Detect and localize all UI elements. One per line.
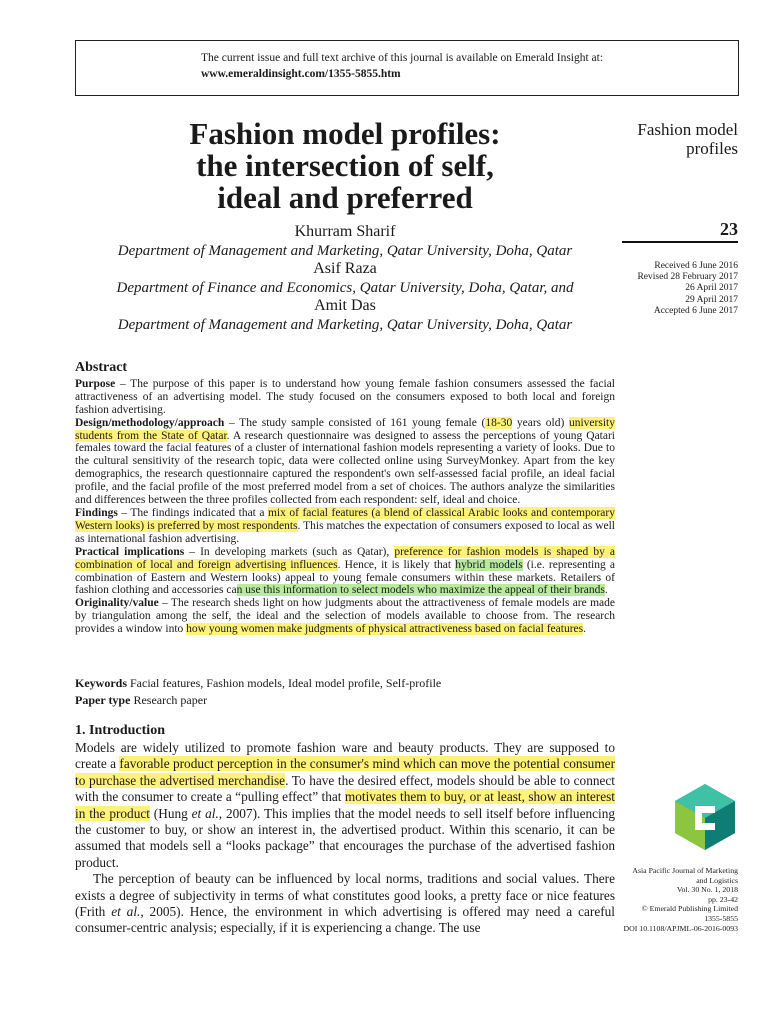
date-line: Accepted 6 June 2017 [653,305,738,316]
findings-text: – The findings indicated that a [117,506,268,519]
date-line: Revised 28 February 2017 [637,272,738,283]
date-line: 26 April 2017 [685,283,738,294]
green-highlight: n use this information to select models who maximize the appeal of their brands [236,584,605,597]
paper-type-label: Paper type [75,693,131,707]
doi-link[interactable]: DOI 10.1108/APJML-06-2016-0093 [623,923,738,933]
sidebar-divider [622,241,738,243]
highlight: university students from the State of Qatar [75,416,615,442]
practical-text: . [604,584,608,597]
paper-type [75,693,615,708]
keywords-text: Facial features, Fashion models, Ideal model profile, Self-profile [127,676,442,690]
highlight: motivates them to buy, or at least, show an interest in the product [75,789,615,821]
author-name: Amit Das [314,297,376,314]
highlight: favorable product perception in the consumer's mind which can move the potential consumer to purchase the advertised merchandise [75,756,615,788]
keywords-label: Keywords [75,676,127,690]
author-affiliation: Department of Management and Marketing, Qatar University, Doha, Qatar [117,242,573,259]
journal-info-line: and Logistics [696,875,738,885]
findings-text: . This matches the expectation of consumers exposed to local as well as international fashion advertising. [75,519,615,545]
design-text: . A research questionnaire was designed to assess the perceptions of young Qatari females toward the facial features of a cluster of international fashion models representing a variety of looks. Due to the cultural sensitivity of the research topic, data were collected online using SurveyMonkey. Apart from the key demographics, the research questionnaire captured the respondent's own self-assessed facial profile, an ideal facial profile, and the facial profile of the most preferred model from a set of choices. The authors analyze the similarities and differences between the three profiles collected from each respondent: self, ideal and choice. [75,429,615,507]
date-line: Received 6 June 2016 [654,261,738,271]
abstract-findings [75,507,615,546]
paper-type-text: Research paper [130,693,208,707]
archive-url-link[interactable]: www.emeraldinsight.com/1355-5855.htm [201,68,401,80]
journal-info-line: 1355-5855 [704,913,738,923]
title-line: ideal and preferred [217,180,473,215]
author-list [75,223,615,334]
journal-info-line: Vol. 30 No. 1, 2018 [676,885,738,895]
originality-label: Originality/value [75,597,159,610]
highlight: mix of facial features (a blend of classical Arabic looks and contemporary Western looks) is preferred by most respondents [75,506,615,532]
introduction-paragraph [75,740,615,871]
highlight: how young women make judgments of physical attractiveness based on facial features [186,623,584,636]
author-affiliation: Department of Finance and Economics, Qatar University, Doha, Qatar, and [116,279,574,296]
citation-etal: et al. [191,805,219,821]
originality-text: – The research sheds light on how judgments about the attractiveness of female models are made by triangulation among the self, the ideal and the selection of models available to choose from. The research provides a window into [75,597,615,636]
findings-label: Findings [75,506,118,519]
purpose-text: – The purpose of this paper is to understand how young female fashion consumers assessed the facial attractiveness of an advertising model. The study focused on the consumers exposed to both local and foreign fashion advertising. [75,377,615,416]
originality-text: . [583,623,586,636]
design-text: years old) [512,416,569,429]
citation-etal: et al. [111,904,141,920]
design-text: – The study sample consisted of 161 young female ( [224,416,486,429]
abstract-purpose [75,378,615,417]
journal-info-line: © Emerald Publishing Limited [641,904,738,914]
body-text: The perception of beauty can be influenced by local norms, traditions and social values. There exists a degree of subjectivity in terms of what constitutes good looks, a pretty face or nice features (Frith [75,871,615,920]
body-text: , 2007). This implies that the model needs to sell itself before influencing the customer to buy, or show an interest in, the advertised product. Within this scenario, it can be assumed that models sell a “looks package” that encourages the purchase of the advertised fashion product. [75,805,616,870]
keywords [75,676,615,691]
abstract-section [75,362,615,636]
author-name: Khurram Sharif [294,223,396,240]
date-line: 29 April 2017 [685,294,738,305]
journal-citation [600,866,738,933]
archive-notice-text: The current issue and full text archive of this journal is available on Emerald Insight at: [201,52,604,64]
green-highlight: hybrid models [455,558,523,571]
page-number: 23 [720,219,738,239]
body-text: Models are widely utilized to promote fashion ware and beauty products. They are supposed to create a [75,740,615,772]
running-head [600,120,738,158]
running-head-line: profiles [686,139,738,158]
title-line: Fashion model profiles: [189,116,501,151]
body-text: . To have the desired effect, models should be able to connect with the consumer to create a “pulling effect” that [75,772,615,805]
highlight: preference for fashion models is shaped by a combination of local and foreign advertising influences [75,545,615,571]
introduction-paragraph [75,871,615,937]
design-label: Design/methodology/approach [75,416,225,429]
introduction-body [75,740,615,937]
body-text: , 2005). Hence, the environment in which advertising is offered may need a careful consumer-centric analysis; especially, if it is experiencing a change. The use [75,904,615,936]
paper-title [100,118,590,214]
emerald-logo-icon [673,782,737,852]
journal-archive-notice [75,40,739,96]
journal-info-line: pp. 23-42 [708,894,738,904]
abstract-design [75,417,615,507]
practical-text: (i.e. representing a combination of Eastern and Western looks) appeal to young female consumers within these markets. Retailers of fashion clothing and accessories ca [75,558,615,597]
abstract-originality [75,597,615,636]
journal-info-line: Asia Pacific Journal of Marketing [632,866,738,875]
running-head-line: Fashion model [637,120,738,139]
abstract-heading: Abstract [75,360,128,375]
highlight: 18-30 [485,416,513,429]
practical-text: . Hence, it is likely that [337,558,456,571]
submission-dates [600,261,738,317]
title-line: the intersection of self, [196,148,494,183]
purpose-label: Purpose [75,377,116,390]
practical-label: Practical implications [75,545,185,558]
introduction-heading: 1. Introduction [75,723,165,738]
abstract-practical [75,546,615,598]
author-name: Asif Raza [313,260,377,277]
author-affiliation: Department of Management and Marketing, Qatar University, Doha, Qatar [117,316,573,333]
body-text: (Hung [149,805,192,821]
practical-text: – In developing markets (such as Qatar), [184,545,395,558]
